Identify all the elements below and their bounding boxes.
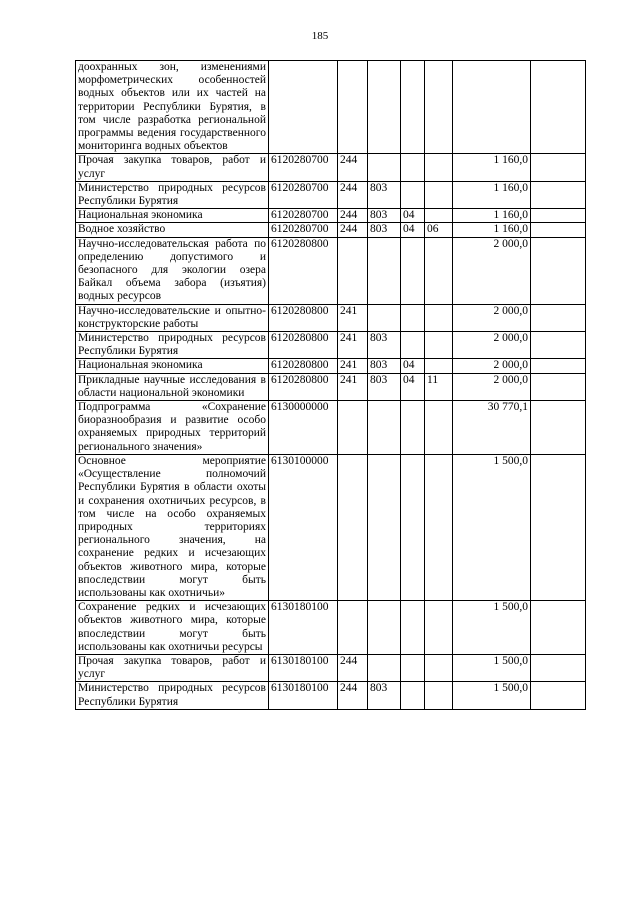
row-section-cell: 04 xyxy=(401,359,425,373)
row-administrator-cell: 803 xyxy=(368,209,401,223)
row-code-cell: 6130000000 xyxy=(269,401,338,455)
budget-table xyxy=(75,60,586,710)
table-row xyxy=(76,682,586,709)
table-row xyxy=(76,304,586,331)
row-administrator-cell xyxy=(368,654,401,681)
row-expense-type-cell: 241 xyxy=(338,359,368,373)
row-administrator-cell: 803 xyxy=(368,359,401,373)
row-amount-cell: 1 500,0 xyxy=(453,682,531,709)
table-row xyxy=(76,654,586,681)
row-code-cell: 6120280800 xyxy=(269,237,338,304)
row-code-cell: 6120280800 xyxy=(269,373,338,400)
row-subsection-cell xyxy=(425,61,453,154)
table-row xyxy=(76,154,586,181)
row-expense-type-cell: 241 xyxy=(338,304,368,331)
row-expense-type-cell: 244 xyxy=(338,209,368,223)
row-empty-cell xyxy=(531,601,586,655)
row-expense-type-cell xyxy=(338,601,368,655)
row-code-cell: 6130180100 xyxy=(269,654,338,681)
table-row xyxy=(76,601,586,655)
table-row xyxy=(76,332,586,359)
row-section-cell: 04 xyxy=(401,209,425,223)
table-row xyxy=(76,61,586,154)
row-amount-cell: 1 500,0 xyxy=(453,454,531,600)
row-section-cell xyxy=(401,401,425,455)
row-empty-cell xyxy=(531,237,586,304)
row-empty-cell xyxy=(531,373,586,400)
row-subsection-cell xyxy=(425,654,453,681)
row-code-cell: 6120280800 xyxy=(269,332,338,359)
row-code-cell: 6120280700 xyxy=(269,154,338,181)
row-empty-cell xyxy=(531,682,586,709)
row-empty-cell xyxy=(531,154,586,181)
row-name-cell: доохранных зон, изменениями морфометрических особенностей водных объектов или их частей на территории Республики Бурятия, в том числе разработка региональной программы ведения государственного мониторинга водных объектов xyxy=(76,61,269,154)
row-administrator-cell: 803 xyxy=(368,181,401,208)
row-code-cell: 6120280800 xyxy=(269,304,338,331)
table-row xyxy=(76,373,586,400)
row-amount-cell: 1 500,0 xyxy=(453,654,531,681)
row-amount-cell: 2 000,0 xyxy=(453,359,531,373)
table-row xyxy=(76,223,586,237)
row-code-cell: 6120280700 xyxy=(269,181,338,208)
row-code-cell: 6120280700 xyxy=(269,223,338,237)
row-subsection-cell xyxy=(425,454,453,600)
row-expense-type-cell xyxy=(338,401,368,455)
table-row xyxy=(76,181,586,208)
row-administrator-cell xyxy=(368,454,401,600)
row-administrator-cell: 803 xyxy=(368,332,401,359)
row-expense-type-cell: 244 xyxy=(338,654,368,681)
row-name-cell: Национальная экономика xyxy=(76,209,269,223)
row-administrator-cell: 803 xyxy=(368,682,401,709)
row-expense-type-cell xyxy=(338,61,368,154)
row-empty-cell xyxy=(531,61,586,154)
row-name-cell: Научно-исследовательские и опытно-конструкторские работы xyxy=(76,304,269,331)
row-name-cell: Подпрограмма «Сохранение биоразнообразия и развитие особо охраняемых природных территорий регионального значения» xyxy=(76,401,269,455)
row-name-cell: Национальная экономика xyxy=(76,359,269,373)
row-name-cell: Министерство природных ресурсов Республики Бурятия xyxy=(76,682,269,709)
row-subsection-cell xyxy=(425,181,453,208)
row-section-cell xyxy=(401,332,425,359)
budget-table-body xyxy=(76,61,586,710)
row-name-cell: Основное мероприятие «Осуществление полномочий Республики Бурятия в области охоты и сохранения охотничьих ресурсов, в том числе на особо охраняемых природных территориях регионального значения, на сохранение редких и исчезающих объектов животного мира, которые впоследствии могут быть использованы как охотничьи» xyxy=(76,454,269,600)
row-empty-cell xyxy=(531,181,586,208)
row-section-cell xyxy=(401,237,425,304)
row-administrator-cell xyxy=(368,61,401,154)
row-amount-cell: 2 000,0 xyxy=(453,373,531,400)
row-name-cell: Министерство природных ресурсов Республики Бурятия xyxy=(76,181,269,208)
row-amount-cell: 1 160,0 xyxy=(453,223,531,237)
row-name-cell: Прикладные научные исследования в области национальной экономики xyxy=(76,373,269,400)
row-amount-cell: 1 160,0 xyxy=(453,154,531,181)
row-code-cell: 6130180100 xyxy=(269,601,338,655)
page-number: 185 xyxy=(311,30,329,42)
row-amount-cell: 2 000,0 xyxy=(453,304,531,331)
row-empty-cell xyxy=(531,332,586,359)
table-row xyxy=(76,454,586,600)
row-code-cell: 6120280700 xyxy=(269,209,338,223)
row-subsection-cell xyxy=(425,401,453,455)
row-name-cell: Прочая закупка товаров, работ и услуг xyxy=(76,154,269,181)
row-administrator-cell xyxy=(368,304,401,331)
row-subsection-cell xyxy=(425,154,453,181)
row-empty-cell xyxy=(531,401,586,455)
row-subsection-cell xyxy=(425,237,453,304)
row-expense-type-cell: 244 xyxy=(338,181,368,208)
row-administrator-cell xyxy=(368,401,401,455)
row-expense-type-cell xyxy=(338,237,368,304)
table-row xyxy=(76,209,586,223)
row-name-cell: Водное хозяйство xyxy=(76,223,269,237)
row-amount-cell: 2 000,0 xyxy=(453,237,531,304)
row-subsection-cell xyxy=(425,209,453,223)
row-empty-cell xyxy=(531,304,586,331)
row-section-cell: 04 xyxy=(401,373,425,400)
row-amount-cell: 2 000,0 xyxy=(453,332,531,359)
row-section-cell xyxy=(401,682,425,709)
row-section-cell xyxy=(401,601,425,655)
row-code-cell: 6130100000 xyxy=(269,454,338,600)
row-section-cell xyxy=(401,181,425,208)
row-expense-type-cell: 244 xyxy=(338,223,368,237)
table-row xyxy=(76,359,586,373)
row-administrator-cell: 803 xyxy=(368,373,401,400)
row-code-cell: 6130180100 xyxy=(269,682,338,709)
row-code-cell: 6120280800 xyxy=(269,359,338,373)
row-section-cell xyxy=(401,304,425,331)
row-name-cell: Сохранение редких и исчезающих объектов животного мира, которые впоследствии могут быть использованы как охотничьи ресурсы xyxy=(76,601,269,655)
row-section-cell xyxy=(401,454,425,600)
row-empty-cell xyxy=(531,454,586,600)
row-administrator-cell xyxy=(368,601,401,655)
row-empty-cell xyxy=(531,654,586,681)
row-empty-cell xyxy=(531,223,586,237)
row-empty-cell xyxy=(531,209,586,223)
row-subsection-cell xyxy=(425,601,453,655)
row-subsection-cell xyxy=(425,332,453,359)
row-section-cell xyxy=(401,654,425,681)
table-row xyxy=(76,401,586,455)
row-administrator-cell xyxy=(368,237,401,304)
row-subsection-cell xyxy=(425,359,453,373)
row-expense-type-cell: 241 xyxy=(338,332,368,359)
row-expense-type-cell: 244 xyxy=(338,154,368,181)
row-section-cell xyxy=(401,154,425,181)
row-expense-type-cell: 244 xyxy=(338,682,368,709)
row-subsection-cell xyxy=(425,304,453,331)
row-amount-cell: 1 500,0 xyxy=(453,601,531,655)
row-empty-cell xyxy=(531,359,586,373)
row-administrator-cell xyxy=(368,154,401,181)
row-amount-cell: 1 160,0 xyxy=(453,209,531,223)
row-code-cell xyxy=(269,61,338,154)
row-subsection-cell: 11 xyxy=(425,373,453,400)
row-expense-type-cell xyxy=(338,454,368,600)
row-expense-type-cell: 241 xyxy=(338,373,368,400)
row-administrator-cell: 803 xyxy=(368,223,401,237)
row-amount-cell: 30 770,1 xyxy=(453,401,531,455)
row-section-cell: 04 xyxy=(401,223,425,237)
row-name-cell: Министерство природных ресурсов Республики Бурятия xyxy=(76,332,269,359)
row-name-cell: Прочая закупка товаров, работ и услуг xyxy=(76,654,269,681)
row-amount-cell xyxy=(453,61,531,154)
row-subsection-cell xyxy=(425,682,453,709)
row-name-cell: Научно-исследовательская работа по определению допустимого и безопасного для экологии озера Байкал объема забора (изъятия) водных ресурсов xyxy=(76,237,269,304)
table-row xyxy=(76,237,586,304)
row-section-cell xyxy=(401,61,425,154)
row-amount-cell: 1 160,0 xyxy=(453,181,531,208)
row-subsection-cell: 06 xyxy=(425,223,453,237)
